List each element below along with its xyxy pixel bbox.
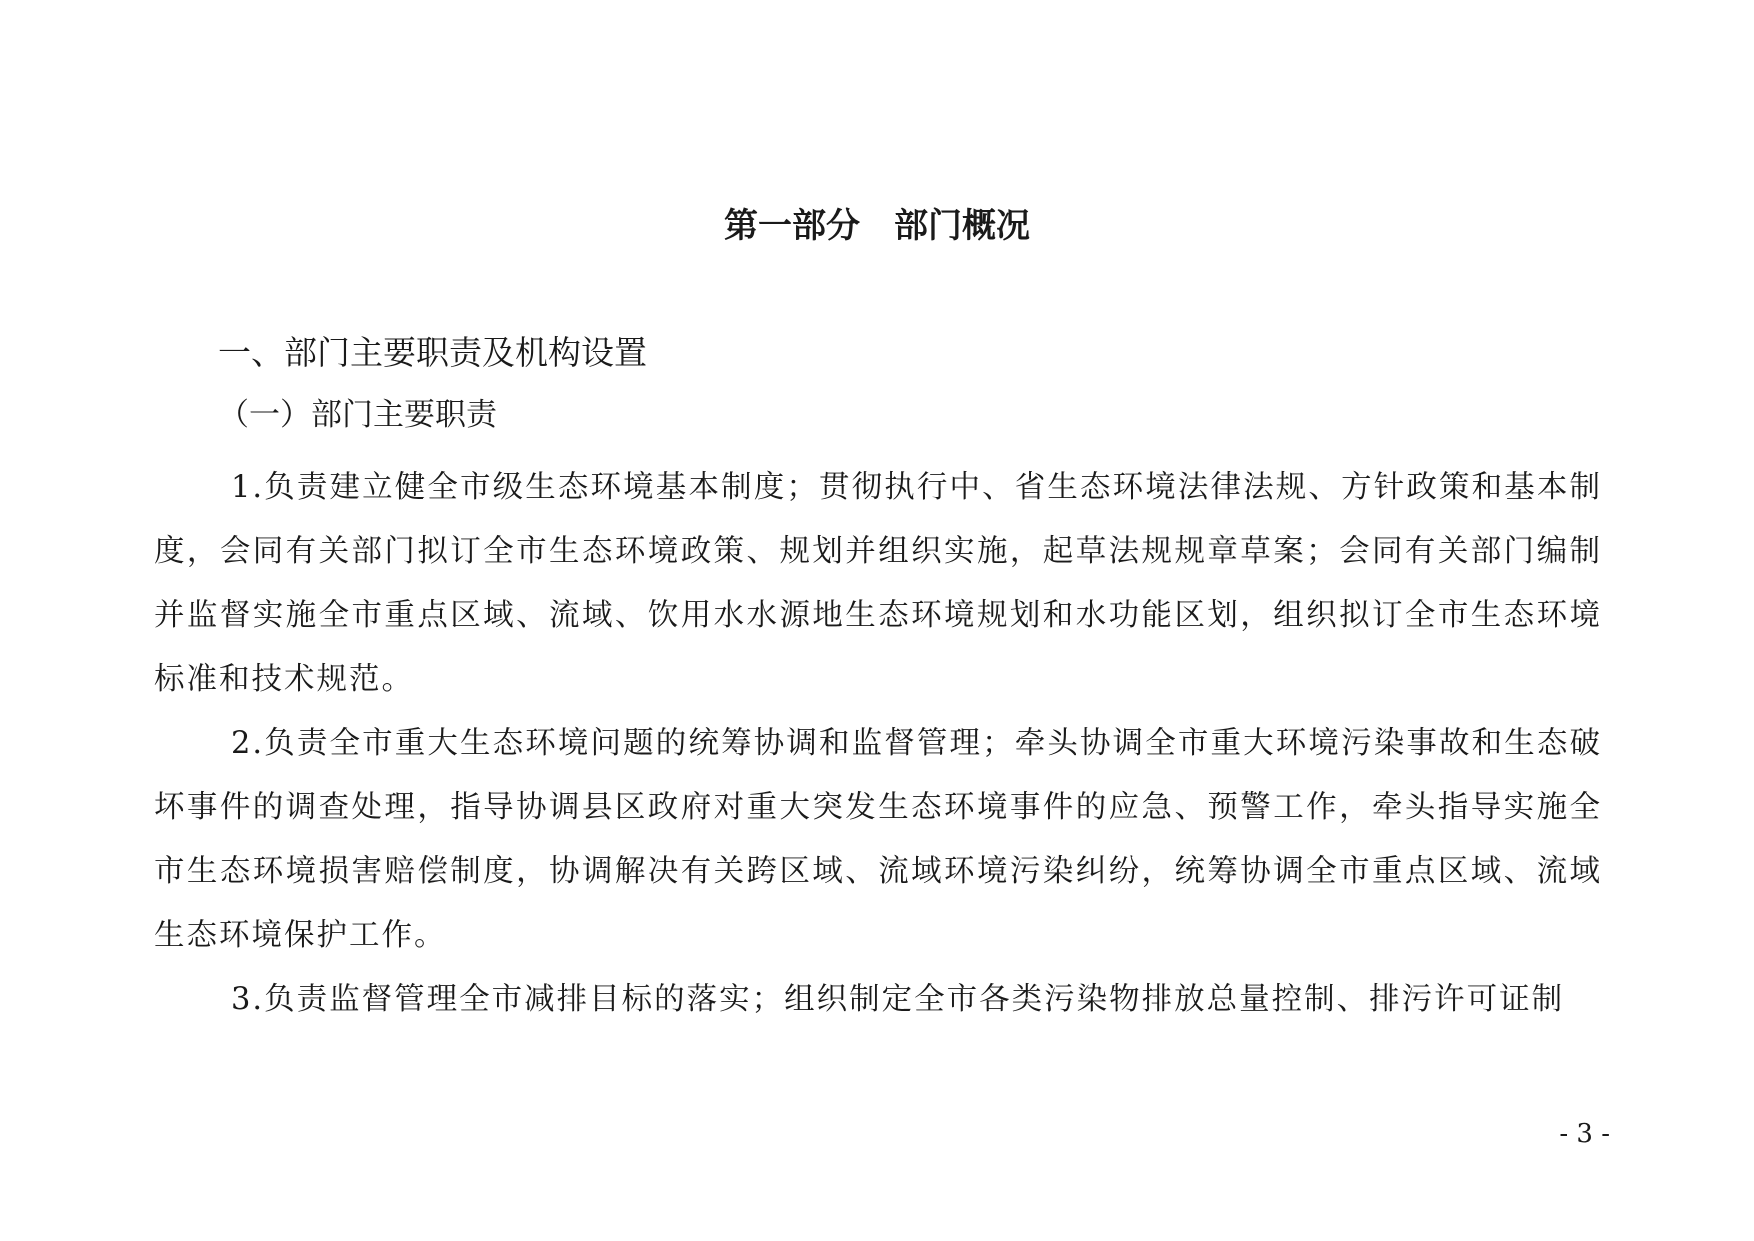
page-title: 第一部分 部门概况 [724, 206, 1030, 246]
paragraph-1: 1.负责建立健全市级生态环境基本制度；贯彻执行中、省生态环境法律法规、方针政策和基本制度，会同有关部门拟订全市生态环境政策、规划并组织实施，起草法规规章草案；会同有关部门编制并监督实施全市重点区域、流域、饮用水水源地生态环境规划和水功能区划，组织拟订全市生态环境标准和技术规范。 [154, 470, 1602, 697]
paragraph-3: 3.负责监督管理全市减排目标的落实；组织制定全市各类污染物排放总量控制、排污许可证制 [231, 982, 1565, 1017]
sub-heading: （一）部门主要职责 [218, 397, 497, 433]
body-text [154, 456, 1602, 1032]
page-number: - 3 - [1559, 1119, 1610, 1149]
section-heading: 一、部门主要职责及机构设置 [218, 333, 647, 372]
paragraph-2: 2.负责全市重大生态环境问题的统筹协调和监督管理；牵头协调全市重大环境污染事故和生态破坏事件的调查处理，指导协调县区政府对重大突发生态环境事件的应急、预警工作，牵头指导实施全市生态环境损害赔偿制度，协调解决有关跨区域、流域环境污染纠纷，统筹协调全市重点区域、流域生态环境保护工作。 [154, 726, 1602, 953]
